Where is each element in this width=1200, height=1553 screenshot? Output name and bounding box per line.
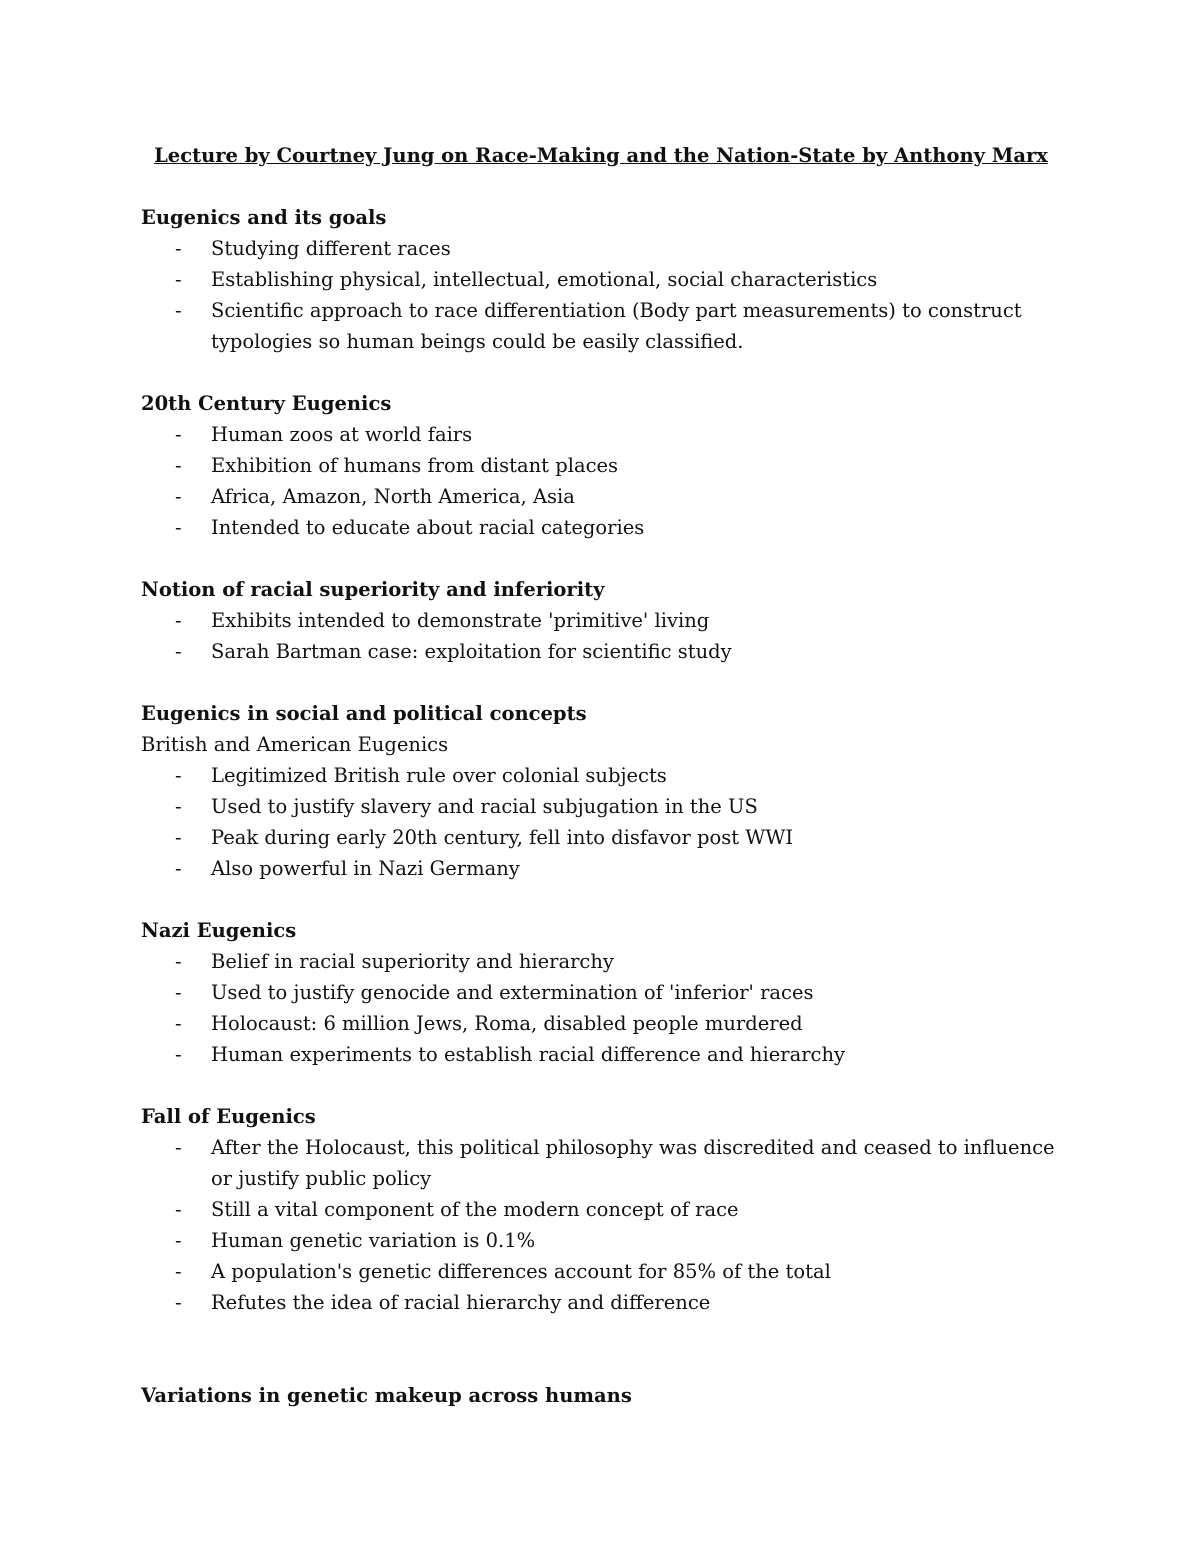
list-item-text: Used to justify slavery and racial subjugation in the US xyxy=(211,795,758,818)
list-item-text: Peak during early 20th century, fell into disfavor post WWI xyxy=(211,826,794,849)
document-title: Lecture by Courtney Jung on Race-Making and the Nation-State by Anthony Marx xyxy=(154,144,1048,167)
section-heading: Notion of racial superiority and inferiority xyxy=(141,578,605,601)
list-item xyxy=(141,1039,1061,1070)
dash-bullet: - xyxy=(175,826,182,849)
list-item-text: Studying different races xyxy=(211,237,451,260)
list-item-text: Human zoos at world fairs xyxy=(211,423,473,446)
dash-bullet: - xyxy=(175,950,182,973)
list-item-text: Holocaust: 6 million Jews, Roma, disabled people murdered xyxy=(211,1012,803,1035)
list-item xyxy=(141,605,1061,636)
dash-bullet: - xyxy=(175,857,182,880)
list-item xyxy=(141,264,1061,295)
section-fall-of-eugenics xyxy=(141,1101,1061,1318)
dash-bullet: - xyxy=(175,423,182,446)
list-item xyxy=(141,791,1061,822)
list-item-text: Sarah Bartman case: exploitation for scientific study xyxy=(211,640,732,663)
dash-bullet: - xyxy=(175,609,182,632)
dash-bullet: - xyxy=(175,1043,182,1066)
list-item-text: Human genetic variation is 0.1% xyxy=(211,1229,536,1252)
list-item-text: Africa, Amazon, North America, Asia xyxy=(211,485,575,508)
list-item xyxy=(141,450,1061,481)
section-20th-century-eugenics xyxy=(141,388,1061,543)
section-racial-superiority xyxy=(141,574,1061,667)
list-item-text: Establishing physical, intellectual, emotional, social characteristics xyxy=(211,268,878,291)
list-item xyxy=(141,822,1061,853)
bullet-list xyxy=(141,605,1061,667)
list-item-text: Scientific approach to race differentiation (Body part measurements) to construct typologies so human beings could be easily classified. xyxy=(211,299,1022,353)
list-item-text: Also powerful in Nazi Germany xyxy=(211,857,520,880)
list-item-text: After the Holocaust, this political philosophy was discredited and ceased to influence or justify public policy xyxy=(211,1136,1055,1190)
bullet-list xyxy=(141,1132,1061,1318)
list-item-text: Belief in racial superiority and hierarchy xyxy=(211,950,614,973)
dash-bullet: - xyxy=(175,1012,182,1035)
dash-bullet: - xyxy=(175,1229,182,1252)
dash-bullet: - xyxy=(175,795,182,818)
list-item xyxy=(141,636,1061,667)
list-item xyxy=(141,946,1061,977)
bullet-list xyxy=(141,233,1061,357)
list-item-text: Intended to educate about racial categories xyxy=(211,516,645,539)
section-heading: Nazi Eugenics xyxy=(141,919,297,942)
list-item-text: Legitimized British rule over colonial subjects xyxy=(211,764,667,787)
list-item-text: Exhibition of humans from distant places xyxy=(211,454,619,477)
list-item xyxy=(141,1132,1061,1194)
list-item xyxy=(141,853,1061,884)
dash-bullet: - xyxy=(175,268,182,291)
dash-bullet: - xyxy=(175,485,182,508)
bullet-list xyxy=(141,760,1061,884)
list-item-text: Human experiments to establish racial difference and hierarchy xyxy=(211,1043,846,1066)
list-item-text: Refutes the idea of racial hierarchy and difference xyxy=(211,1291,711,1314)
section-heading: Eugenics and its goals xyxy=(141,206,387,229)
list-item-text: Still a vital component of the modern concept of race xyxy=(211,1198,739,1221)
section-heading: Variations in genetic makeup across humans xyxy=(141,1384,632,1407)
dash-bullet: - xyxy=(175,1260,182,1283)
bullet-list xyxy=(141,946,1061,1070)
document-page xyxy=(141,140,1061,1442)
dash-bullet: - xyxy=(175,237,182,260)
section-social-political-concepts xyxy=(141,698,1061,884)
section-heading: Fall of Eugenics xyxy=(141,1105,316,1128)
dash-bullet: - xyxy=(175,1291,182,1314)
dash-bullet: - xyxy=(175,640,182,663)
dash-bullet: - xyxy=(175,454,182,477)
bullet-list xyxy=(141,419,1061,543)
dash-bullet: - xyxy=(175,981,182,1004)
dash-bullet: - xyxy=(175,299,182,322)
section-nazi-eugenics xyxy=(141,915,1061,1070)
list-item xyxy=(141,1287,1061,1318)
list-item xyxy=(141,760,1061,791)
section-eugenics-goals xyxy=(141,202,1061,357)
dash-bullet: - xyxy=(175,764,182,787)
section-subheading: British and American Eugenics xyxy=(141,733,449,756)
list-item xyxy=(141,1225,1061,1256)
list-item xyxy=(141,1008,1061,1039)
list-item xyxy=(141,419,1061,450)
section-heading: 20th Century Eugenics xyxy=(141,392,392,415)
dash-bullet: - xyxy=(175,1198,182,1221)
list-item xyxy=(141,1256,1061,1287)
dash-bullet: - xyxy=(175,516,182,539)
list-item xyxy=(141,1194,1061,1225)
list-item-text: Exhibits intended to demonstrate 'primitive' living xyxy=(211,609,710,632)
list-item xyxy=(141,295,1061,357)
dash-bullet: - xyxy=(175,1136,182,1159)
list-item xyxy=(141,977,1061,1008)
list-item-text: A population's genetic differences account for 85% of the total xyxy=(211,1260,831,1283)
list-item-text: Used to justify genocide and extermination of 'inferior' races xyxy=(211,981,814,1004)
list-item xyxy=(141,512,1061,543)
list-item xyxy=(141,481,1061,512)
section-heading: Eugenics in social and political concepts xyxy=(141,702,587,725)
section-genetic-variations xyxy=(141,1380,1061,1411)
list-item xyxy=(141,233,1061,264)
